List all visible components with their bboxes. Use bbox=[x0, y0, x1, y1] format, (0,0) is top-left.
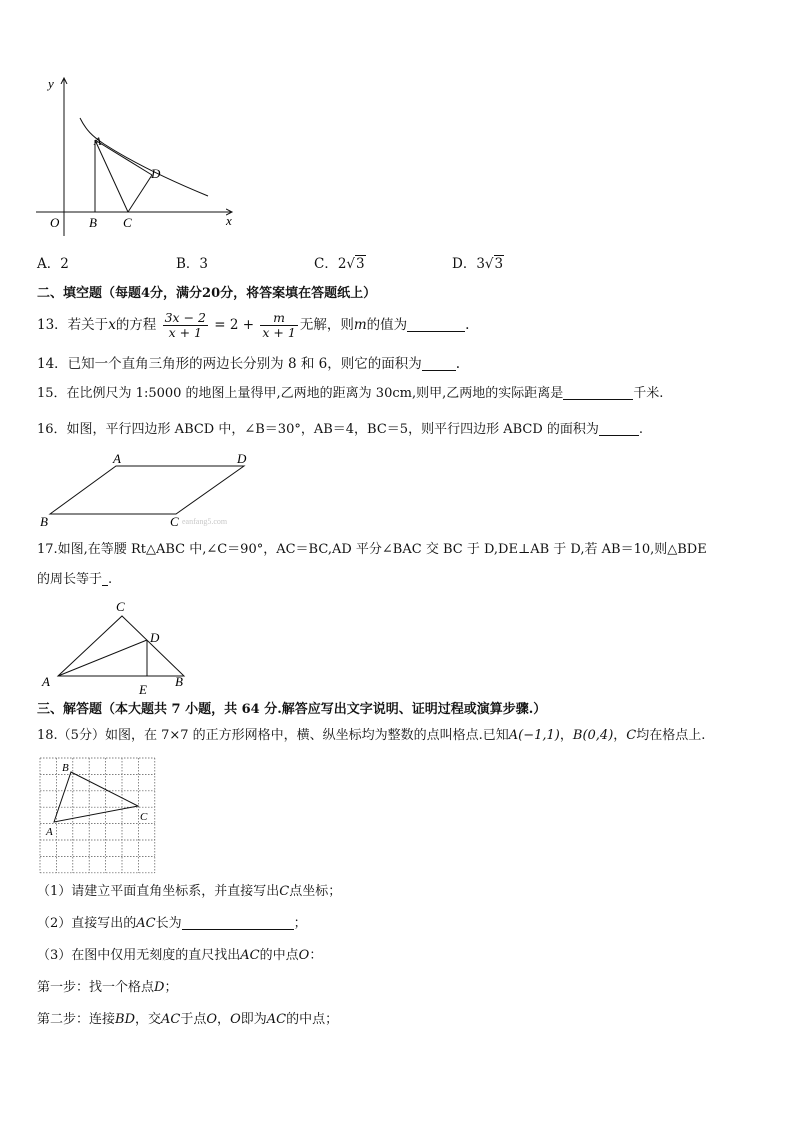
triangle-ABC bbox=[58, 616, 184, 676]
option-B bbox=[176, 254, 208, 274]
q13-text-post1: 无解，则 bbox=[299, 317, 354, 333]
figure-q16-parallelogram bbox=[36, 450, 266, 532]
y-axis-label: y bbox=[48, 76, 54, 91]
step1-text-pre: 第一步：找一个格点 bbox=[37, 980, 155, 995]
dotted-grid bbox=[40, 758, 155, 873]
point-B-label: B bbox=[89, 215, 97, 230]
step2-text-m4: 即为 bbox=[240, 1012, 267, 1027]
point-C-label: C bbox=[116, 599, 125, 614]
step2-var-AC2: AC bbox=[266, 1012, 287, 1027]
question-14 bbox=[37, 354, 460, 374]
q13-var-m: m bbox=[353, 317, 367, 333]
q13-frac1-num: 3x − 2 bbox=[164, 310, 206, 325]
option-D-prefix: D．3 bbox=[452, 256, 485, 272]
step-2 bbox=[37, 1010, 338, 1030]
q13-frac1-den: x + 1 bbox=[168, 325, 203, 340]
question-18 bbox=[37, 726, 705, 746]
q15-end: 千米. bbox=[633, 386, 664, 401]
question-13 bbox=[37, 306, 469, 344]
section-3-heading: 三、解答题（本大题共 7 小题，共 64 分.解答应写出文字说明、证明过程或演算步骤.） bbox=[37, 702, 547, 717]
point-A-label: A bbox=[46, 826, 53, 838]
question-18-part-1 bbox=[37, 882, 341, 902]
q18-sep1: ， bbox=[559, 728, 573, 743]
q18-2-end: ； bbox=[293, 916, 307, 931]
step2-text-pre: 第二步：连接 bbox=[37, 1012, 116, 1027]
q18-point-C: C bbox=[626, 728, 637, 743]
q14-answer-blank[interactable] bbox=[422, 356, 456, 371]
point-B-label: B bbox=[175, 674, 183, 689]
q13-frac2-num: m bbox=[260, 311, 297, 326]
q18-3-var2: O bbox=[298, 948, 310, 963]
q18-text-post: 均在格点上. bbox=[636, 728, 706, 743]
step2-end: 的中点； bbox=[286, 1012, 339, 1027]
q18-point-B: B(0,4) bbox=[572, 728, 614, 743]
sqrt-symbol: √ bbox=[346, 256, 356, 272]
step2-var-O: O bbox=[206, 1012, 218, 1027]
question-17-line-1 bbox=[37, 540, 707, 560]
q14-text: 14．已知一个直角三角形的两边长分别为 8 和 6，则它的面积为 bbox=[37, 356, 422, 372]
step2-var-O2: O bbox=[230, 1012, 241, 1027]
q16-end: . bbox=[638, 422, 644, 437]
figure-q18-grid bbox=[36, 756, 158, 874]
q13-eq: = 2 + bbox=[214, 317, 255, 333]
step1-end: ； bbox=[164, 980, 178, 995]
segment-AD bbox=[58, 640, 147, 676]
option-A bbox=[37, 254, 69, 274]
point-A-label: A bbox=[113, 451, 121, 466]
q18-3-text-pre: （3）在图中仅用无刻度的直尺找出 bbox=[37, 948, 241, 963]
parallelogram-ABCD bbox=[50, 466, 244, 514]
q18-2-text-post: 长为 bbox=[155, 916, 182, 931]
option-D bbox=[452, 254, 504, 274]
step1-var: D bbox=[154, 980, 165, 995]
q18-text-pre: 18.（5分）如图，在 7×7 的正方形网格中，横、纵坐标均为整数的点叫格点.已知 bbox=[37, 728, 509, 743]
step-1 bbox=[37, 978, 177, 998]
q13-text-mid: 的方程 bbox=[115, 317, 157, 333]
q17-text-line1: 17.如图,在等腰 Rt△ABC 中,∠C＝90°，AC＝BC,AD 平分∠BAC 交 BC 于 D,DE⊥AB 于 D,若 AB＝10,则△BDE bbox=[37, 542, 707, 557]
q13-var-x: x bbox=[108, 317, 116, 333]
q18-3-var: AC bbox=[240, 948, 260, 963]
step2-text-m3: ， bbox=[217, 1012, 231, 1027]
hyperbola-curve bbox=[80, 118, 208, 196]
q13-fraction-1 bbox=[163, 311, 208, 340]
q18-sep2: ， bbox=[613, 728, 627, 743]
point-B-label: B bbox=[62, 762, 69, 774]
q18-3-text-mid: 的中点 bbox=[259, 948, 299, 963]
question-17-line-2 bbox=[37, 570, 112, 590]
segment-CD bbox=[128, 175, 152, 212]
watermark-text: eanfang5.com bbox=[182, 517, 228, 526]
question-15 bbox=[37, 384, 663, 404]
q18-2-var: AC bbox=[136, 916, 156, 931]
figure-q17-triangle bbox=[38, 598, 198, 698]
option-B-text: B．3 bbox=[176, 256, 209, 272]
q13-answer-blank[interactable] bbox=[407, 317, 465, 332]
q18-2-answer-blank[interactable] bbox=[182, 915, 294, 930]
figure-q12-graph bbox=[34, 72, 244, 240]
point-A-label: A bbox=[42, 674, 50, 689]
sqrt-symbol: √ bbox=[484, 256, 494, 272]
point-C-label: C bbox=[123, 215, 132, 230]
point-B-label: B bbox=[40, 514, 48, 529]
q18-3-end: ： bbox=[309, 948, 323, 963]
q18-1-var: C bbox=[279, 884, 290, 899]
point-D-label: D bbox=[237, 451, 247, 466]
question-16 bbox=[37, 420, 643, 440]
point-E-label: E bbox=[139, 682, 147, 697]
q16-text: 16．如图，平行四边形 ABCD 中，∠B＝30°，AB＝4，BC＝5，则平行四边形 ABCD 的面积为 bbox=[37, 422, 599, 437]
option-C-prefix: C．2 bbox=[314, 256, 347, 272]
point-C-label: C bbox=[140, 811, 148, 823]
q18-1-text-post: 点坐标； bbox=[289, 884, 342, 899]
q13-text-post2: 的值为 bbox=[366, 317, 408, 333]
segment-AC bbox=[95, 140, 128, 212]
origin-label: O bbox=[50, 215, 60, 230]
point-C-label: C bbox=[170, 514, 179, 529]
q13-text-pre: 13．若关于 bbox=[37, 317, 109, 333]
question-18-part-2 bbox=[37, 914, 307, 934]
step2-text-m2: 于点 bbox=[180, 1012, 207, 1027]
q18-1-text-pre: （1）请建立平面直角坐标系，并直接写出 bbox=[37, 884, 280, 899]
q16-answer-blank[interactable] bbox=[599, 421, 639, 436]
q13-frac2-den: x + 1 bbox=[262, 325, 296, 340]
q18-point-A: A(−1,1) bbox=[508, 728, 560, 743]
point-D-label: D bbox=[150, 630, 160, 645]
q17-text-line2: 的周长等于 bbox=[37, 572, 103, 587]
option-D-radicand: 3 bbox=[494, 256, 504, 272]
question-18-part-3 bbox=[37, 946, 322, 966]
q18-2-text-pre: （2）直接写出的 bbox=[37, 916, 137, 931]
step2-var-BD: BD bbox=[115, 1012, 135, 1027]
point-A-label: A bbox=[94, 134, 102, 148]
q15-answer-blank[interactable] bbox=[563, 385, 633, 400]
option-A-text: A．2 bbox=[37, 256, 69, 272]
q15-text: 15．在比例尺为 1:5000 的地图上量得甲,乙两地的距离为 30cm,则甲,乙两地的实际距离是 bbox=[37, 386, 564, 401]
step2-var-AC: AC bbox=[161, 1012, 181, 1027]
option-C bbox=[314, 254, 366, 274]
triangle-ABC bbox=[54, 772, 138, 822]
q17-end: . bbox=[108, 572, 113, 587]
q14-end: . bbox=[455, 356, 461, 372]
x-axis-label: x bbox=[226, 213, 232, 228]
option-C-radicand: 3 bbox=[356, 256, 365, 272]
section-2-heading: 二、填空题（每题4分，满分20分，将答案填在答题纸上） bbox=[37, 286, 377, 301]
point-D-label: D bbox=[151, 166, 161, 181]
q13-fraction-2 bbox=[260, 311, 297, 340]
step2-text-m1: ，交 bbox=[135, 1012, 162, 1027]
q13-end: . bbox=[465, 317, 470, 333]
